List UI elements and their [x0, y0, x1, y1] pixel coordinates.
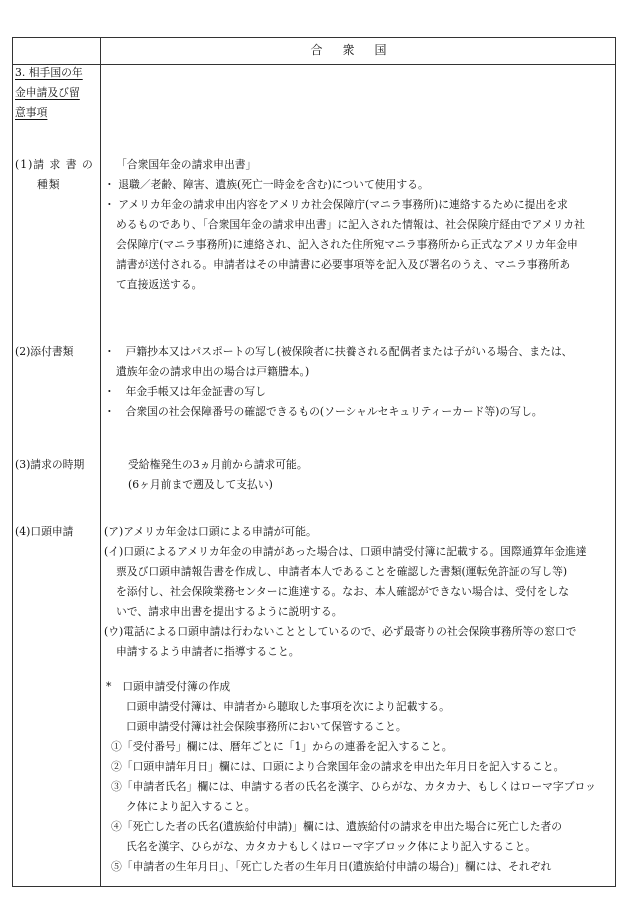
content-line: て直接返送する。 [116, 278, 203, 291]
step-line: ②「口頭申請年月日」欄には、口頭により合衆国年金の請求を申出た年月日を記入すること。 [111, 760, 565, 773]
content-line: いで、請求申出書を提出するように説明する。 [116, 605, 343, 618]
label-line: (1)請 求 書 の [15, 158, 94, 171]
section-title-line: 金申請及び留 [15, 86, 80, 99]
timing-label: (3)請求の時期 [15, 458, 85, 471]
content-line: (6ヶ月前まで遡及して支払い) [128, 478, 273, 491]
content-line: 受給権発生の3ヵ月前から請求可能。 [128, 458, 308, 471]
content-line: 「合衆国年金の請求申出書」 [116, 158, 257, 171]
oral-register [106, 677, 596, 877]
content-line: (ウ)電話による口頭申請は行わないこととしているので、必ず最寄りの社会保険事務所等の窓口で [104, 625, 577, 638]
content-line: ・ 合衆国の社会保障番号の確認できるもの(ソーシャルセキュリティーカード等)の写し。 [104, 405, 543, 418]
attachments-content [104, 342, 572, 422]
forms-label [15, 155, 94, 195]
content-line: ・ 戸籍抄本又はパスポートの写し(被保険者に扶養される配偶者または子がいる場合、または、 [104, 345, 573, 358]
country-header: 合衆国 [310, 43, 407, 57]
header-divider [12, 64, 616, 65]
section-title [15, 63, 83, 123]
step-line: ③「申請者氏名」欄には、申請する者の氏名を漢字、ひらがな、カタカナ、もしくはローマ字ブロッ [111, 780, 596, 793]
content-line: 請書が送付される。申請者はその申請書に必要事項等を記入及び署名のうえ、マニラ事務所あ [116, 258, 571, 271]
section-title-line: 3. 相手国の年 [15, 66, 83, 79]
step-line: ④「死亡した者の氏名(遺族給付申請)」欄には、遺族給付の請求を申出た場合に死亡した者の [111, 820, 563, 833]
timing-content [128, 455, 308, 495]
content-line: 遺族年金の請求申出の場合は戸籍謄本。) [116, 365, 310, 378]
oral-label: (4)口頭申請 [15, 525, 74, 538]
content-line: めるものであり、「合衆国年金の請求申出書」に記入された情報は、社会保険庁経由でアメリカ社 [116, 218, 585, 231]
content-line: 会保障庁(マニラ事務所)に連絡され、記入された住所宛マニラ事務所から正式なアメリカ年金申 [116, 238, 578, 251]
content-line: ・ アメリカ年金の請求申出内容をアメリカ社会保障庁(マニラ事務所)に連絡するために提出を求 [104, 198, 568, 211]
content-line: 口頭申請受付簿は社会保険事務所において保管すること。 [126, 720, 407, 733]
column-divider [100, 37, 101, 887]
forms-content [104, 155, 585, 295]
oral-content [104, 522, 587, 662]
content-line: ・ 年金手帳又は年金証書の写し [104, 385, 266, 398]
content-line: 申請するよう申請者に指導すること。 [116, 645, 300, 658]
content-line: (イ)口頭によるアメリカ年金の申請があった場合は、口頭申請受付簿に記載する。国際通算年金進達 [104, 545, 587, 558]
section-title-line: 意事項 [15, 106, 48, 119]
content-line: ・ 退職／老齢、障害、遺族(死亡一時金を含む)について使用する。 [104, 178, 429, 191]
step-line: ⑤「申請者の生年月日」、「死亡した者の生年月日(遺族給付申請の場合)」欄には、それぞれ [111, 860, 552, 873]
register-title: * 口頭申請受付簿の作成 [106, 680, 231, 693]
attachments-label: (2)添付書類 [15, 345, 74, 358]
content-line: 票及び口頭申請報告書を作成し、申請者本人であることを確認した書類(運転免許証の写し等) [116, 565, 568, 578]
step-line: ①「受付番号」欄には、暦年ごとに「1」からの連番を記入すること。 [111, 740, 453, 753]
content-line: 口頭申請受付簿は、申請者から聴取した事項を次により記載する。 [126, 700, 450, 713]
step-line: 氏名を漢字、ひらがな、カタカナもしくはローマ字ブロック体により記入すること。 [126, 840, 537, 853]
content-line: (ア)アメリカ年金は口頭による申請が可能。 [104, 525, 317, 538]
content-line: を添付し、社会保険業務センターに進達する。なお、本人確認ができない場合は、受付をしな [116, 585, 570, 598]
label-line: 種類 [37, 178, 61, 191]
step-line: ク体により記入すること。 [126, 800, 256, 813]
